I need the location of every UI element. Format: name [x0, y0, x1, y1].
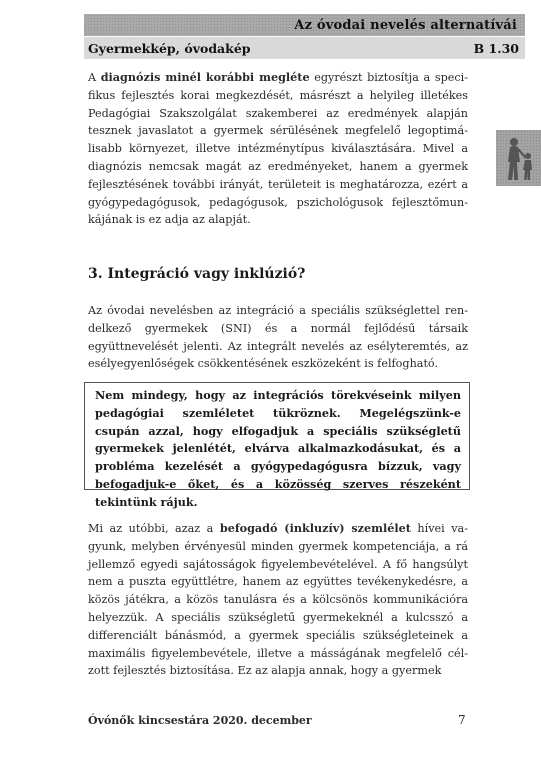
- section-paragraph: Az óvodai nevelésben az integráció a speciális szükséglettel rendelkező gyermekek (SNI) és a normál fejlődésű társaik együttnevelését jelenti. Az integrált nevelés az esélyteremtés, az esélyegyenlőségek csökkentésének eszközeként is felfogható.: [88, 304, 468, 371]
- intro-bold-phrase: diagnózis minél korábbi megléte: [100, 70, 310, 84]
- intro-text-start: A: [88, 71, 101, 84]
- chapter-header-band: [84, 37, 525, 59]
- last-paragraph: [88, 520, 468, 680]
- footer-publication: Óvónők kincsestára 2020. december: [88, 714, 312, 727]
- section-header-band: [84, 14, 525, 36]
- section-title: Az óvodai nevelés alternatívái: [294, 17, 517, 33]
- callout-box: [84, 382, 470, 509]
- page-number: 7: [458, 713, 466, 727]
- last-bold-phrase: befogadó (inkluzív) szemlélet: [219, 521, 411, 535]
- intro-text-rest: egyrészt biztosítja a specifikus fejlesztés korai megkezdését, másrészt a helyileg illetékes Pedagógiai Szakszolgálat szakemberei az eredmények alapján tesznek javaslatot a gyermek sérülésének megfelelő legoptimálisabb környezet, illetve intézménytípus kiválasztására. Mivel a diagnózis nemcsak magát az eredményeket, hanem a gyermek fejlesztésének további irányát, területeit is meghatározza, ezért a gyógypedagógusok, pedagógusok, pszichológusok fejlesztőmunkájának is ez adja az alapját.: [88, 71, 468, 227]
- adult-and-child-walking-icon: [502, 136, 536, 182]
- last-text-rest: hívei vagyunk, melyben érvényesül minden gyermek kompetenciája, a rá jellemző egyedi sajátosságok figyelembevételével. A fő hangsúlyt nem a puszta együttlétre, hanem az együttes tevékenykedésre, a közös játékra, a közös tanulásra és a kölcsönös kommunikációra helyezzük. A speciális szükségletű gyermekeknél a kulcsszó a differenciált bánásmód, a gyermek speciális szükségleteinek a maximális figyelembevétele, illetve a másságának megfelelő célzott fejlesztés biztosítása. Ez az alapja annak, hogy a gyermek: [88, 522, 468, 678]
- chapter-code: B 1.30: [473, 40, 519, 56]
- intro-paragraph: [88, 69, 468, 229]
- callout-text: Nem mindegy, hogy az integrációs törekvéseink milyen pedagógiai szemléletet tükröznek. Megelégszünk-e csupán azzal, hogy elfogadjuk a speciális szükségletű gyermekek jelenlétét, elvárva alkalmazkodásukat, és a probléma kezelését a gyógypedagógusra bízzuk, vagy befogadjuk-e őket, és a közösség szerves részeként tekintünk rájuk.: [95, 388, 461, 509]
- section-heading: 3. Integráció vagy inklúzió?: [88, 266, 306, 282]
- last-text-start: Mi az utóbbi, azaz a: [88, 522, 220, 535]
- side-tab: [496, 130, 541, 186]
- chapter-title: Gyermekkép, óvodakép: [88, 40, 251, 56]
